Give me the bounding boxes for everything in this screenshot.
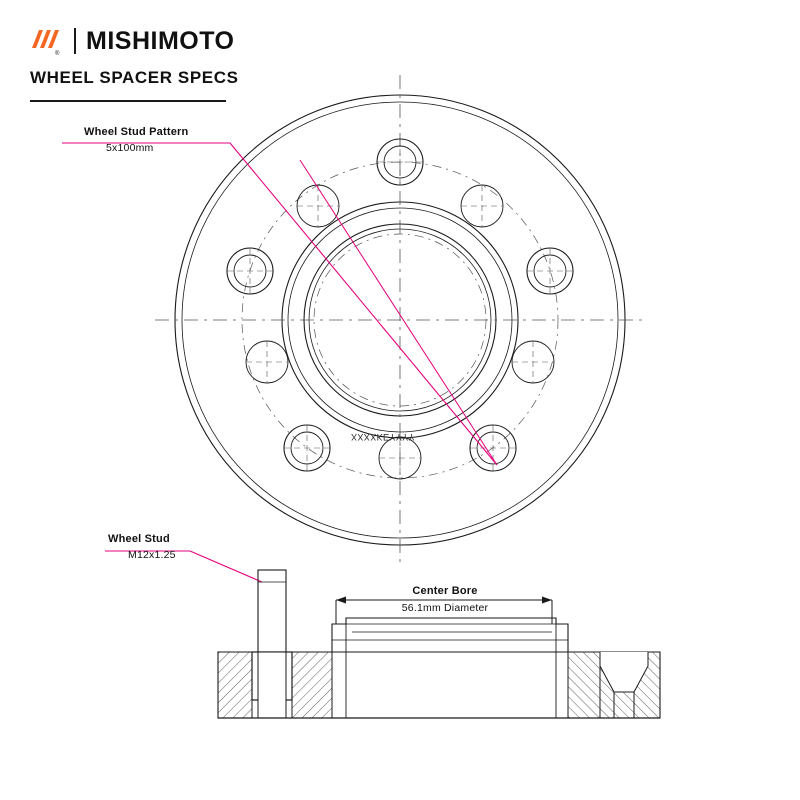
callout-title: Wheel Stud Pattern <box>84 126 189 138</box>
stud-boss <box>377 139 423 185</box>
through-hole <box>246 341 288 383</box>
through-hole <box>461 185 503 227</box>
callout-wheel-stud <box>108 533 176 561</box>
through-hole <box>297 185 339 227</box>
through-hole <box>512 341 554 383</box>
callout-value: 5x100mm <box>106 142 154 154</box>
engraving-text: XXXXKEYYYY <box>351 432 416 442</box>
brand-name: MISHIMOTO <box>86 26 235 55</box>
dimension-value: 56.1mm Diameter <box>401 602 489 614</box>
stud-boss <box>527 248 573 294</box>
dimension-title: Center Bore <box>412 585 478 597</box>
page-title: WHEEL SPACER SPECS <box>30 68 239 87</box>
hub-step-outline <box>332 618 568 652</box>
wheel-stud-pattern-leader <box>62 143 497 465</box>
callout-value: M12x1.25 <box>128 549 176 561</box>
stud-boss <box>284 425 330 471</box>
stud-boss <box>227 248 273 294</box>
callout-title: Wheel Stud <box>108 533 170 545</box>
stud-boss <box>470 425 516 471</box>
wheel-spacer-top-view <box>155 75 645 565</box>
dimension-center-bore <box>330 585 560 614</box>
svg-text:®: ® <box>55 51 60 56</box>
callout-wheel-stud-pattern <box>84 126 188 154</box>
